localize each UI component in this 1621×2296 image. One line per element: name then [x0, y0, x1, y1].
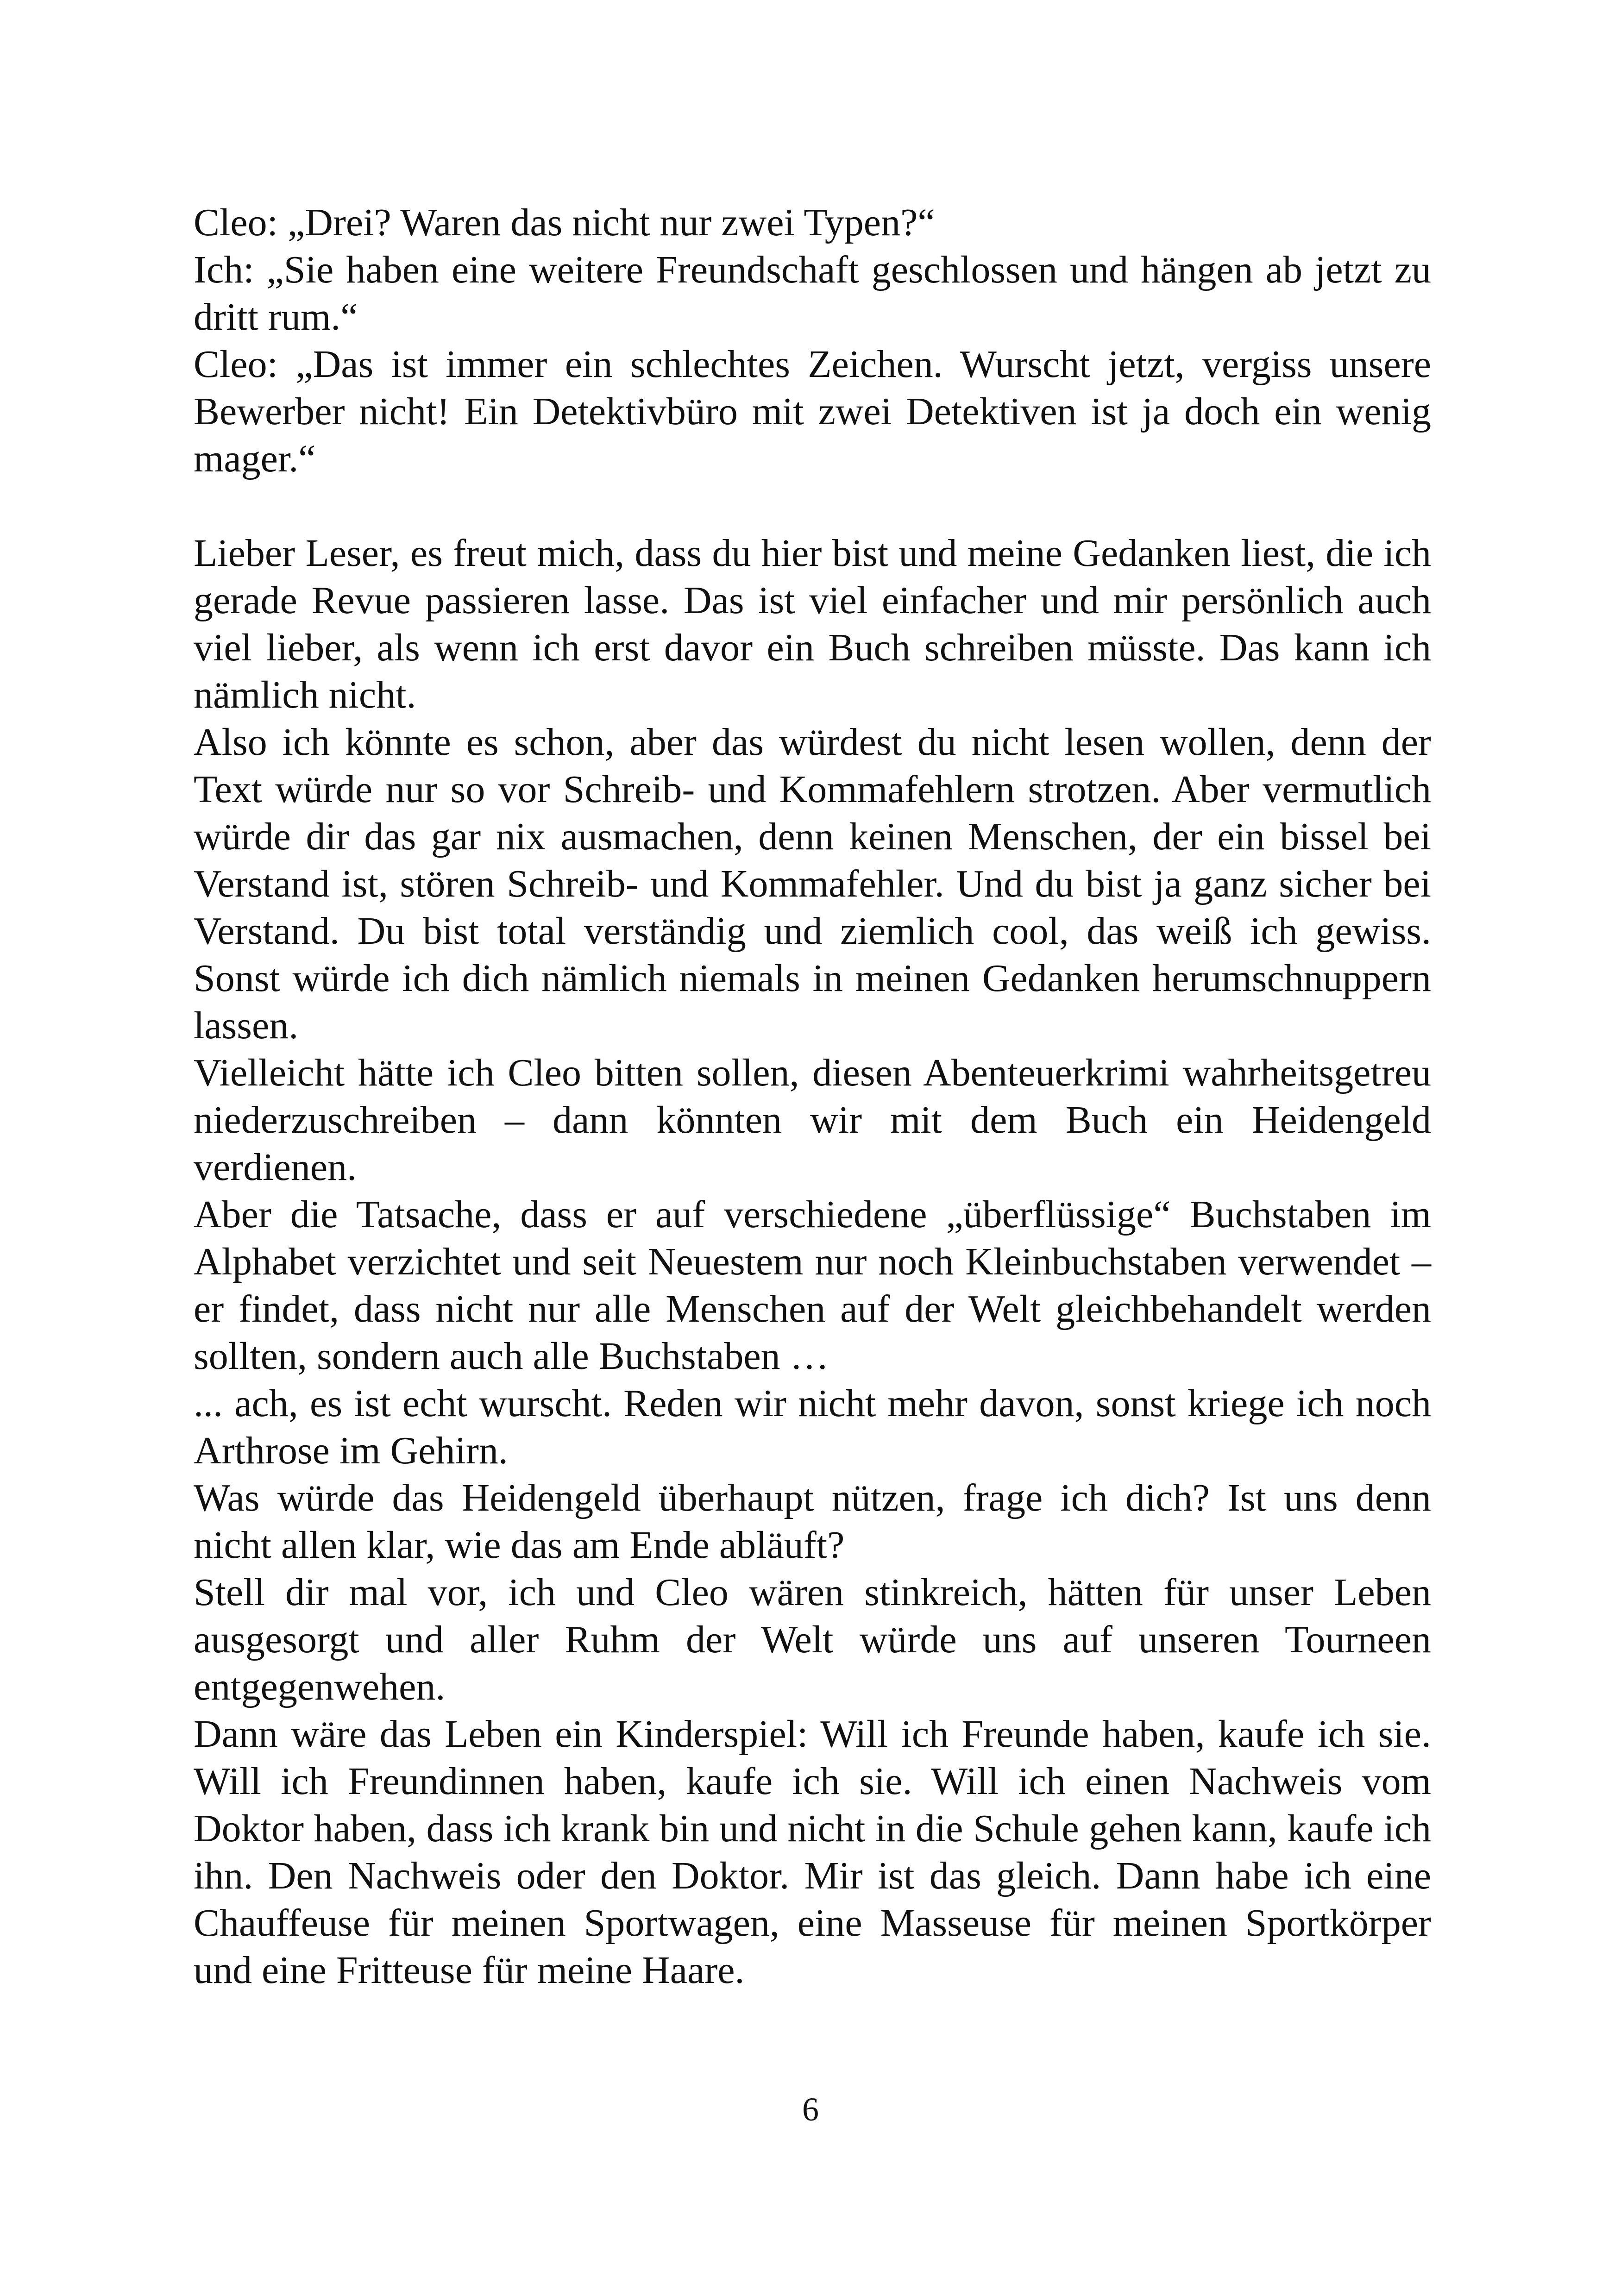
- paragraph: Cleo: „Drei? Waren das nicht nur zwei Typen?“: [194, 201, 935, 244]
- paragraph: Vielleicht hätte ich Cleo bitten sollen, diesen Abenteuerkrimi wahrheitsgetreu niederzuschreiben – dann könnten wir mit dem Buch ein Heidengeld verdienen.: [194, 1051, 1431, 1189]
- paragraph: Stell dir mal vor, ich und Cleo wären stinkreich, hätten für unser Leben ausgesorgt und aller Ruhm der Welt würde uns auf unseren Tourneen entgegenwehen.: [194, 1571, 1431, 1708]
- paragraph: Cleo: „Das ist immer ein schlechtes Zeichen. Wurscht jetzt, vergiss unsere Bewerber nicht! Ein Detektivbüro mit zwei Detektiven ist ja doch ein wenig mager.“: [194, 343, 1431, 480]
- paragraph: Was würde das Heidengeld überhaupt nützen, frage ich dich? Ist uns denn nicht allen klar, wie das am Ende abläuft?: [194, 1476, 1431, 1567]
- body-text: [194, 199, 1431, 1994]
- paragraph: Also ich könnte es schon, aber das würdest du nicht lesen wollen, denn der Text würde nur so vor Schreib- und Kommafehlern strotzen. Aber vermutlich würde dir das gar nix ausmachen, denn keinen Menschen, der ein bissel bei Verstand ist, stören Schreib- und Kommafehler. Und du bist ja ganz sicher bei Verstand. Du bist total verständig und ziemlich cool, das weiß ich gewiss. Sonst würde ich dich nämlich niemals in meinen Gedanken herumschnuppern lassen.: [194, 721, 1431, 1047]
- page-number: 6: [802, 2091, 819, 2128]
- paragraph: ... ach, es ist echt wurscht. Reden wir nicht mehr davon, sonst kriege ich noch Arthrose im Gehirn.: [194, 1382, 1431, 1472]
- paragraph: Dann wäre das Leben ein Kinderspiel: Will ich Freunde haben, kaufe ich sie. Will ich Freundinnen haben, kaufe ich sie. Will ich einen Nachweis vom Doktor haben, dass ich krank bin und nicht in die Schule gehen kann, kaufe ich ihn. Den Nachweis oder den Doktor. Mir ist das gleich. Dann habe ich eine Chauffeuse für meinen Sportwagen, eine Masseuse für meinen Sportkörper und eine Fritteuse für meine Haare.: [194, 1713, 1431, 1992]
- paragraph: Lieber Leser, es freut mich, dass du hier bist und meine Gedanken liest, die ich gerade Revue passieren lasse. Das ist viel einfacher und mir persönlich auch viel lieber, als wenn ich erst davor ein Buch schreiben müsste. Das kann ich nämlich nicht.: [194, 532, 1431, 716]
- paragraph: Ich: „Sie haben eine weitere Freundschaft geschlossen und hängen ab jetzt zu dritt rum.“: [194, 248, 1431, 339]
- paragraph: Aber die Tatsache, dass er auf verschiedene „überflüssige“ Buchstaben im Alphabet verzichtet und seit Neuestem nur noch Kleinbuchstaben verwendet – er findet, dass nicht nur alle Menschen auf der Welt gleichbehandelt werden sollten, sondern auch alle Buchstaben …: [194, 1193, 1431, 1378]
